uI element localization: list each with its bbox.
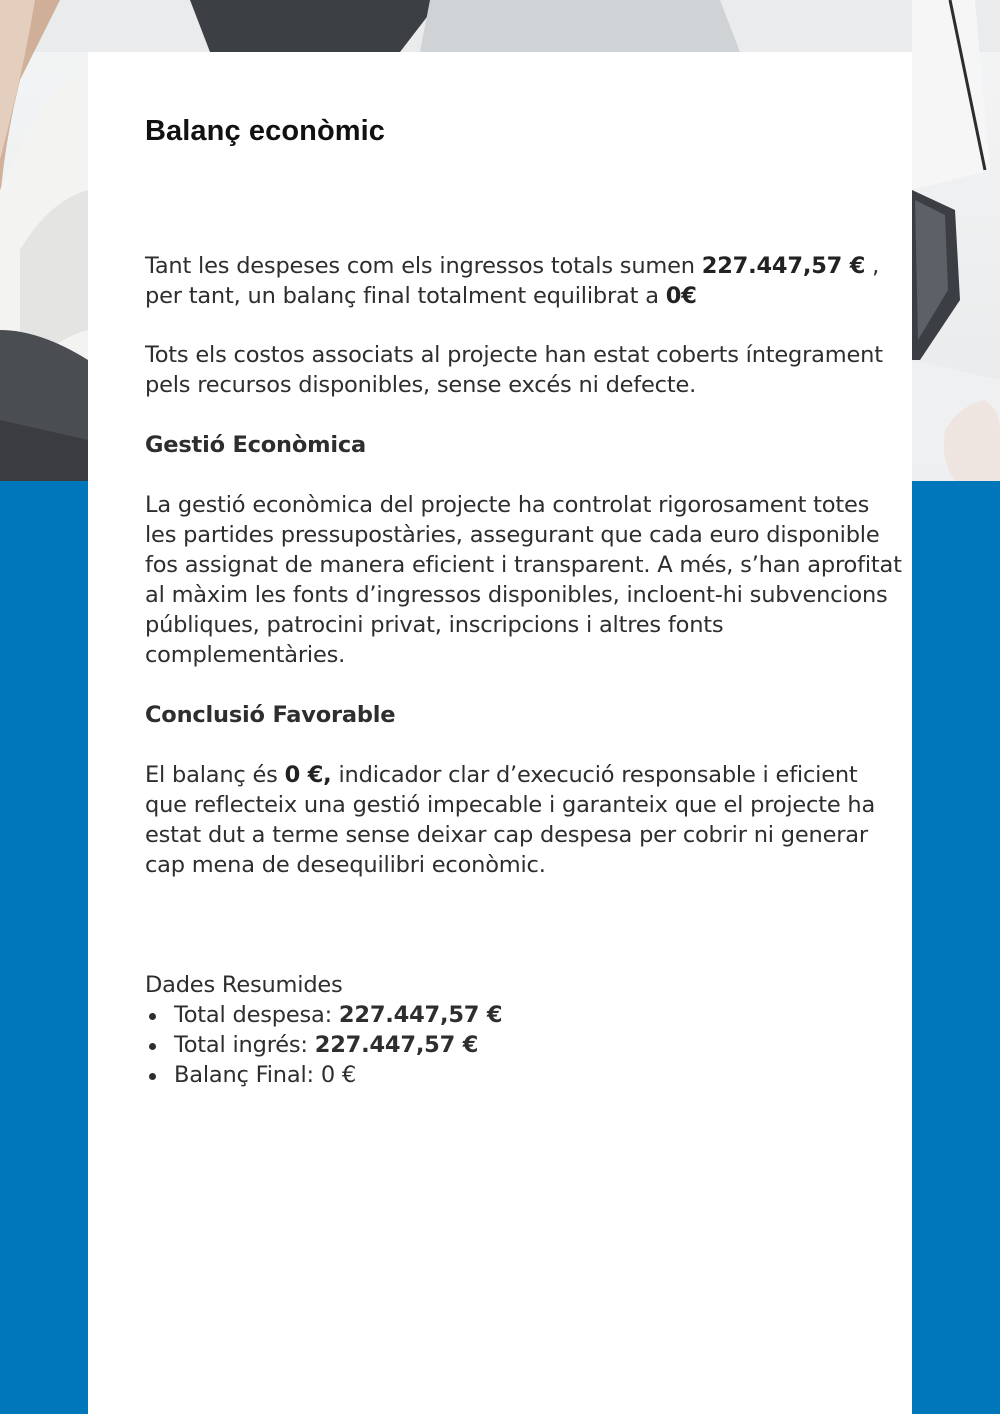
intro-text-before: Tant les despeses com els ingressos totals sumen xyxy=(145,253,702,279)
summary-item-value: 227.447,57 € xyxy=(314,1032,479,1058)
total-amount: 227.447,57 € xyxy=(701,253,866,279)
summary-item-label: Balanç Final: 0 € xyxy=(174,1062,357,1088)
intro-text-middle: , per tant, un balanç final totalment equilibrat a xyxy=(145,253,880,309)
conclusion-paragraph xyxy=(145,760,905,880)
summary-item-total-expense xyxy=(145,1000,502,1030)
summary-heading: Dades Resumides xyxy=(145,972,343,998)
summary-item-value: 227.447,57 € xyxy=(338,1002,503,1028)
intro-paragraph xyxy=(145,251,905,311)
management-heading: Gestió Econòmica xyxy=(145,432,366,458)
summary-item-final-balance xyxy=(145,1060,502,1090)
conclusion-text-before: El balanç és xyxy=(145,762,285,788)
summary-list xyxy=(145,1000,502,1090)
summary-item-label: Total ingrés: xyxy=(174,1032,315,1058)
summary-item-label: Total despesa: xyxy=(174,1002,339,1028)
conclusion-balance-value: 0 €, xyxy=(284,762,332,788)
management-paragraph: La gestió econòmica del projecte ha controlat rigorosament totes les partides pressupostàries, assegurant que cada euro disponible fos assignat de manera eficient i transparent. A més, s’han aprofitat al màxim les fonts d’ingressos disponibles, incloent-hi subvencions públiques, patrocini privat, inscripcions i altres fonts complementàries. xyxy=(145,492,902,668)
coverage-paragraph: Tots els costos associats al projecte han estat coberts íntegrament pels recursos disponibles, sense excés ni defecte. xyxy=(145,342,883,398)
final-balance: 0€ xyxy=(665,283,697,309)
conclusion-text-after: indicador clar d’execució responsable i eficient que reflecteix una gestió impecable i garanteix que el projecte ha estat dut a terme sense deixar cap despesa per cobrir ni generar cap mena de desequilibri econòmic. xyxy=(145,762,876,878)
conclusion-heading: Conclusió Favorable xyxy=(145,702,396,728)
page-title: Balanç econòmic xyxy=(145,115,386,147)
summary-item-total-income xyxy=(145,1030,502,1060)
